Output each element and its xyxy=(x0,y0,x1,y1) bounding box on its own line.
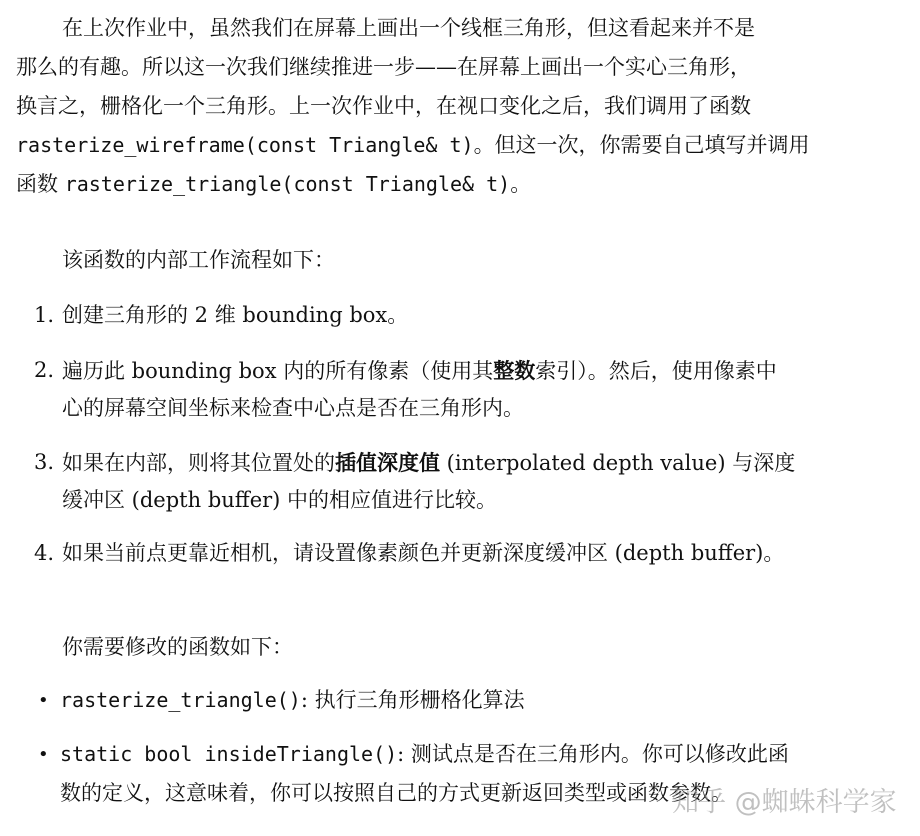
step-text xyxy=(62,443,795,483)
intro-text: 。但这一次，你需要自己填写并调用 xyxy=(473,133,810,157)
step-number: 3. xyxy=(34,450,55,474)
intro-text: 。 xyxy=(510,172,532,196)
step-number: 1. xyxy=(34,303,55,327)
bullet-text xyxy=(60,681,525,720)
intro-line xyxy=(16,126,810,165)
code-rasterize-triangle-fn: rasterize_triangle() xyxy=(60,688,301,712)
bold-text: 整数 xyxy=(493,358,536,383)
intro-line xyxy=(16,165,531,204)
code-rasterize-wireframe: rasterize_wireframe(const Triangle& t) xyxy=(16,133,474,157)
text: 如果在内部，则将其位置处的 xyxy=(62,451,335,475)
intro-line: 换言之，栅格化一个三角形。上一次作业中，在视口变化之后，我们调用了函数 xyxy=(16,94,751,118)
intro-line: 那么的有趣。所以这一次我们继续推进一步——在屏幕上画出一个实心三角形， xyxy=(16,55,751,79)
code-rasterize-triangle: rasterize_triangle(const Triangle& t) xyxy=(64,172,511,196)
intro-line: 在上次作业中，虽然我们在屏幕上画出一个线框三角形，但这看起来并不是 xyxy=(62,16,755,40)
bullet-text: 数的定义，这意味着，你可以按照自己的方式更新返回类型或函数参数。 xyxy=(60,781,732,805)
step-text: 如果当前点更靠近相机，请设置像素颜色并更新深度缓冲区 (depth buffer)。 xyxy=(62,541,785,565)
bullet-text xyxy=(60,735,789,774)
watermark: 知乎 @蜘蛛科学家 xyxy=(672,787,897,818)
flow-intro: 该函数的内部工作流程如下： xyxy=(62,248,335,272)
intro-text: 函数 xyxy=(16,172,65,196)
step-text: 心的屏幕空间坐标来检查中心点是否在三角形内。 xyxy=(62,396,524,420)
text: : 测试点是否在三角形内。你可以修改此函 xyxy=(397,742,789,766)
step-text: 缓冲区 (depth buffer) 中的相应值进行比较。 xyxy=(62,488,498,512)
text: 遍历此 bounding box 内的所有像素（使用其 xyxy=(62,359,494,383)
text: : 执行三角形栅格化算法 xyxy=(300,688,525,712)
step-number: 4. xyxy=(34,541,55,565)
bold-text: 插值深度值 xyxy=(335,450,440,475)
step-text: 创建三角形的 2 维 bounding box。 xyxy=(62,303,409,327)
code-inside-triangle: static bool insideTriangle() xyxy=(60,742,398,766)
step-text xyxy=(62,351,777,391)
step-number: 2. xyxy=(34,358,55,382)
text: (interpolated depth value) 与深度 xyxy=(440,451,796,475)
bullet: • xyxy=(38,744,49,765)
bullet: • xyxy=(38,690,49,711)
text: 索引）。然后，使用像素中 xyxy=(535,359,777,383)
modify-intro: 你需要修改的函数如下： xyxy=(62,635,293,659)
